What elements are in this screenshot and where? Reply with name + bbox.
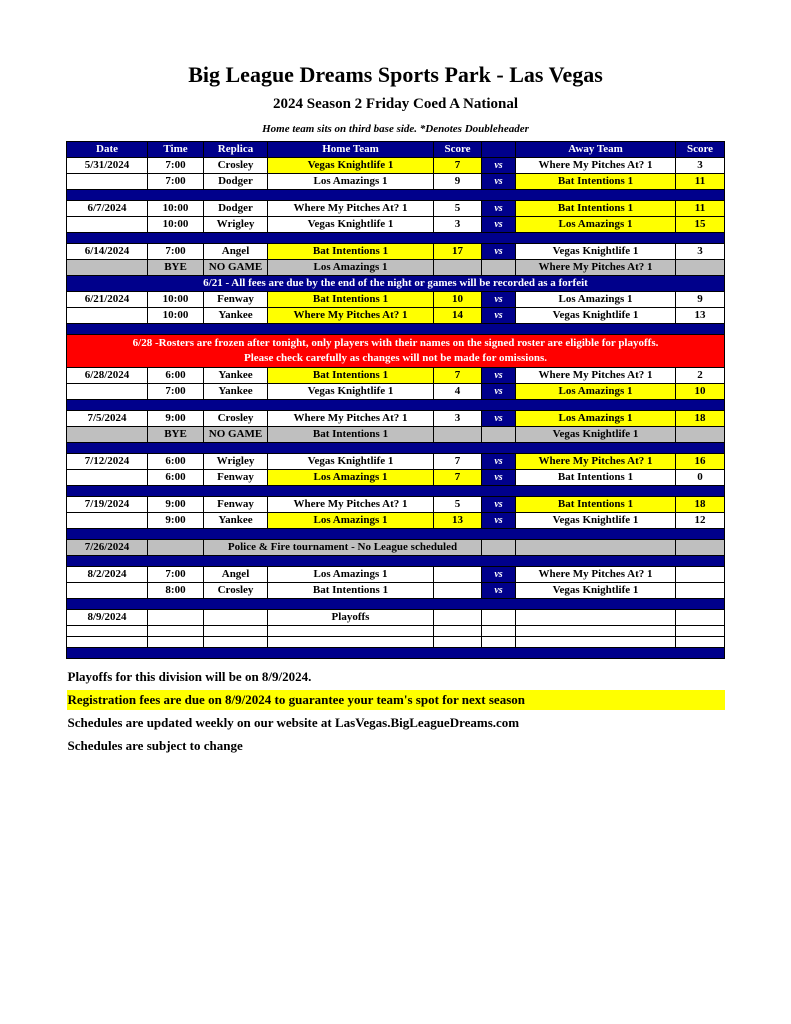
away-team [516, 540, 676, 556]
bye-date [67, 427, 148, 443]
away-team: Bat Intentions 1 [516, 174, 676, 190]
separator-bar [67, 486, 725, 497]
vs-cell: vs [482, 158, 516, 174]
home-score: 10 [434, 292, 482, 308]
away-team: Vegas Knightlife 1 [516, 583, 676, 599]
column-header-time: Time [148, 142, 204, 158]
no-game-label: NO GAME [204, 427, 268, 443]
away-team: Vegas Knightlife 1 [516, 244, 676, 260]
game-row [67, 158, 725, 174]
separator-row [67, 486, 725, 497]
blank-row [67, 637, 725, 648]
game-replica: Yankee [204, 308, 268, 324]
home-team: Vegas Knightlife 1 [268, 454, 434, 470]
game-replica: Yankee [204, 513, 268, 529]
away-score: 3 [676, 158, 725, 174]
game-date [67, 308, 148, 324]
event-date: 7/26/2024 [67, 540, 148, 556]
game-replica: Wrigley [204, 454, 268, 470]
game-row [67, 201, 725, 217]
away-team: Los Amazings 1 [516, 411, 676, 427]
home-team: Vegas Knightlife 1 [268, 217, 434, 233]
away-team [516, 610, 676, 626]
game-time: 9:00 [148, 497, 204, 513]
home-score: 4 [434, 384, 482, 400]
home-score [434, 567, 482, 583]
game-row [67, 497, 725, 513]
away-score: 11 [676, 201, 725, 217]
home-team: Los Amazings 1 [268, 470, 434, 486]
home-team: Where My Pitches At? 1 [268, 411, 434, 427]
blank-cell [434, 637, 482, 648]
vs-cell: vs [482, 470, 516, 486]
away-score [676, 540, 725, 556]
blank-cell [67, 626, 148, 637]
separator-row [67, 648, 725, 659]
away-team: Bat Intentions 1 [516, 470, 676, 486]
away-team: Vegas Knightlife 1 [516, 427, 676, 443]
separator-bar [67, 443, 725, 454]
blank-cell [482, 626, 516, 637]
game-date [67, 384, 148, 400]
schedule-table [66, 141, 725, 659]
home-score [434, 260, 482, 276]
playoffs-time [148, 610, 204, 626]
game-time: 7:00 [148, 384, 204, 400]
footer-notes [67, 667, 725, 756]
separator-row [67, 400, 725, 411]
home-team: Bat Intentions 1 [268, 427, 434, 443]
blank-row [67, 626, 725, 637]
away-score: 3 [676, 244, 725, 260]
away-score: 16 [676, 454, 725, 470]
game-date: 8/2/2024 [67, 567, 148, 583]
home-team: Bat Intentions 1 [268, 292, 434, 308]
home-score: 7 [434, 158, 482, 174]
blank-cell [516, 626, 676, 637]
home-score: 3 [434, 217, 482, 233]
separator-bar [67, 324, 725, 335]
vs-cell: vs [482, 292, 516, 308]
separator-row [67, 233, 725, 244]
away-score: 9 [676, 292, 725, 308]
game-date [67, 583, 148, 599]
away-score: 18 [676, 497, 725, 513]
home-score [434, 610, 482, 626]
separator-bar [67, 648, 725, 659]
home-score: 3 [434, 411, 482, 427]
game-row [67, 470, 725, 486]
game-date: 6/28/2024 [67, 368, 148, 384]
vs-cell: vs [482, 454, 516, 470]
notice-text: 6/21 - All fees are due by the end of the night or games will be recorded as a forfeit [67, 276, 725, 292]
away-team: Los Amazings 1 [516, 217, 676, 233]
home-team: Los Amazings 1 [268, 513, 434, 529]
column-header-away-score: Score [676, 142, 725, 158]
game-time: 9:00 [148, 411, 204, 427]
separator-bar [67, 599, 725, 610]
blank-cell [676, 637, 725, 648]
vs-cell: vs [482, 497, 516, 513]
game-row [67, 244, 725, 260]
footer-note: Playoffs for this division will be on 8/9/2024. [67, 669, 312, 684]
playoffs-row [67, 610, 725, 626]
vs-cell: vs [482, 308, 516, 324]
game-row [67, 308, 725, 324]
separator-row [67, 190, 725, 201]
game-date: 6/21/2024 [67, 292, 148, 308]
game-replica: Yankee [204, 384, 268, 400]
column-header-home-score: Score [434, 142, 482, 158]
vs-cell [482, 427, 516, 443]
away-score: 10 [676, 384, 725, 400]
away-score [676, 567, 725, 583]
game-replica: Fenway [204, 470, 268, 486]
game-row [67, 583, 725, 599]
blank-cell [204, 637, 268, 648]
game-date: 7/12/2024 [67, 454, 148, 470]
vs-cell: vs [482, 411, 516, 427]
away-team: Bat Intentions 1 [516, 497, 676, 513]
away-score: 11 [676, 174, 725, 190]
bye-row [67, 427, 725, 443]
table-header [67, 142, 725, 158]
vs-cell: vs [482, 217, 516, 233]
away-score: 13 [676, 308, 725, 324]
home-team: Los Amazings 1 [268, 174, 434, 190]
away-team: Where My Pitches At? 1 [516, 567, 676, 583]
away-team: Where My Pitches At? 1 [516, 260, 676, 276]
alert-line: 6/28 -Rosters are frozen after tonight, only players with their names on the signed roster are eligible for playoffs. [132, 337, 659, 349]
home-score: 7 [434, 454, 482, 470]
bye-label: BYE [148, 427, 204, 443]
column-header-home-team: Home Team [268, 142, 434, 158]
blank-cell [268, 626, 434, 637]
game-time: 10:00 [148, 201, 204, 217]
blank-cell [268, 637, 434, 648]
separator-bar [67, 556, 725, 567]
home-score: 13 [434, 513, 482, 529]
column-header-date: Date [67, 142, 148, 158]
vs-cell: vs [482, 567, 516, 583]
away-score [676, 427, 725, 443]
away-score [676, 260, 725, 276]
home-team: Where My Pitches At? 1 [268, 497, 434, 513]
away-team: Vegas Knightlife 1 [516, 308, 676, 324]
separator-row [67, 556, 725, 567]
game-time: 7:00 [148, 158, 204, 174]
alert-row [67, 335, 725, 368]
game-replica: Fenway [204, 292, 268, 308]
game-replica: Angel [204, 244, 268, 260]
separator-bar [67, 529, 725, 540]
blank-cell [204, 626, 268, 637]
blank-cell [148, 637, 204, 648]
game-row [67, 368, 725, 384]
separator-bar [67, 233, 725, 244]
home-score: 5 [434, 497, 482, 513]
page-subtitle: 2024 Season 2 Friday Coed A National [272, 96, 519, 112]
blank-cell [676, 626, 725, 637]
game-row [67, 384, 725, 400]
column-header-away-team: Away Team [516, 142, 676, 158]
table-header-row [67, 142, 725, 158]
game-row [67, 454, 725, 470]
vs-cell: vs [482, 201, 516, 217]
vs-cell: vs [482, 513, 516, 529]
game-replica: Yankee [204, 368, 268, 384]
away-score [676, 583, 725, 599]
away-score: 0 [676, 470, 725, 486]
away-team: Where My Pitches At? 1 [516, 454, 676, 470]
game-date [67, 470, 148, 486]
game-time: 7:00 [148, 244, 204, 260]
event-row [67, 540, 725, 556]
page-title: Big League Dreams Sports Park - Las Vegas [188, 62, 603, 87]
column-header-vs [482, 142, 516, 158]
blank-cell [67, 637, 148, 648]
game-time: 7:00 [148, 567, 204, 583]
vs-cell [482, 540, 516, 556]
game-replica: Crosley [204, 158, 268, 174]
alert-line: Please check carefully as changes will not be made for omissions. [244, 352, 547, 364]
game-time: 7:00 [148, 174, 204, 190]
game-time: 6:00 [148, 470, 204, 486]
away-score: 2 [676, 368, 725, 384]
schedule-table-body [67, 158, 725, 659]
game-replica: Crosley [204, 411, 268, 427]
game-row [67, 174, 725, 190]
separator-bar [67, 190, 725, 201]
away-team: Vegas Knightlife 1 [516, 513, 676, 529]
game-date: 7/5/2024 [67, 411, 148, 427]
blank-cell [148, 626, 204, 637]
vs-cell [482, 610, 516, 626]
vs-cell [482, 260, 516, 276]
footer-note: Schedules are subject to change [67, 738, 243, 753]
separator-row [67, 599, 725, 610]
home-score: 9 [434, 174, 482, 190]
vs-cell: vs [482, 583, 516, 599]
vs-cell: vs [482, 368, 516, 384]
blank-cell [516, 637, 676, 648]
game-date [67, 513, 148, 529]
home-score: 14 [434, 308, 482, 324]
separator-row [67, 443, 725, 454]
notice-row [67, 276, 725, 292]
game-replica: Fenway [204, 497, 268, 513]
event-time [148, 540, 204, 556]
home-team: Where My Pitches At? 1 [268, 201, 434, 217]
game-date: 5/31/2024 [67, 158, 148, 174]
separator-row [67, 324, 725, 335]
game-time: 8:00 [148, 583, 204, 599]
blank-cell [434, 626, 482, 637]
game-date: 7/19/2024 [67, 497, 148, 513]
column-header-replica: Replica [204, 142, 268, 158]
playoffs-label: Playoffs [268, 610, 434, 626]
game-date: 6/7/2024 [67, 201, 148, 217]
separator-row [67, 529, 725, 540]
vs-cell: vs [482, 174, 516, 190]
away-score [676, 610, 725, 626]
away-team: Los Amazings 1 [516, 384, 676, 400]
away-team: Where My Pitches At? 1 [516, 158, 676, 174]
game-date: 6/14/2024 [67, 244, 148, 260]
home-score: 17 [434, 244, 482, 260]
game-replica: Wrigley [204, 217, 268, 233]
game-time: 9:00 [148, 513, 204, 529]
game-time: 10:00 [148, 308, 204, 324]
game-replica: Dodger [204, 174, 268, 190]
bye-date [67, 260, 148, 276]
game-time: 6:00 [148, 454, 204, 470]
game-replica: Crosley [204, 583, 268, 599]
home-team: Bat Intentions 1 [268, 244, 434, 260]
away-score: 15 [676, 217, 725, 233]
game-replica: Angel [204, 567, 268, 583]
home-team: Los Amazings 1 [268, 260, 434, 276]
game-row [67, 567, 725, 583]
no-game-label: NO GAME [204, 260, 268, 276]
vs-cell: vs [482, 384, 516, 400]
bye-label: BYE [148, 260, 204, 276]
away-team: Bat Intentions 1 [516, 201, 676, 217]
home-team: Vegas Knightlife 1 [268, 384, 434, 400]
home-team: Vegas Knightlife 1 [268, 158, 434, 174]
home-team: Bat Intentions 1 [268, 368, 434, 384]
game-date [67, 174, 148, 190]
game-row [67, 513, 725, 529]
alert-text [67, 335, 725, 368]
home-team: Los Amazings 1 [268, 567, 434, 583]
game-row [67, 292, 725, 308]
playoffs-date: 8/9/2024 [67, 610, 148, 626]
game-time: 10:00 [148, 217, 204, 233]
blank-cell [482, 637, 516, 648]
home-score [434, 427, 482, 443]
game-date [67, 217, 148, 233]
away-team: Los Amazings 1 [516, 292, 676, 308]
game-row [67, 217, 725, 233]
home-score: 7 [434, 470, 482, 486]
separator-bar [67, 400, 725, 411]
away-score: 12 [676, 513, 725, 529]
home-score: 5 [434, 201, 482, 217]
event-text: Police & Fire tournament - No League scheduled [204, 540, 482, 556]
footer-note: Schedules are updated weekly on our website at LasVegas.BigLeagueDreams.com [67, 715, 520, 730]
bye-row [67, 260, 725, 276]
home-score [434, 583, 482, 599]
header-note: Home team sits on third base side. *Denotes Doubleheader [262, 123, 529, 135]
vs-cell: vs [482, 244, 516, 260]
game-row [67, 411, 725, 427]
home-team: Where My Pitches At? 1 [268, 308, 434, 324]
playoffs-replica [204, 610, 268, 626]
game-time: 10:00 [148, 292, 204, 308]
away-score: 18 [676, 411, 725, 427]
game-replica: Dodger [204, 201, 268, 217]
home-team: Bat Intentions 1 [268, 583, 434, 599]
home-score: 7 [434, 368, 482, 384]
away-team: Where My Pitches At? 1 [516, 368, 676, 384]
game-time: 6:00 [148, 368, 204, 384]
footer-note-highlighted: Registration fees are due on 8/9/2024 to guarantee your team's spot for next season [67, 690, 725, 710]
